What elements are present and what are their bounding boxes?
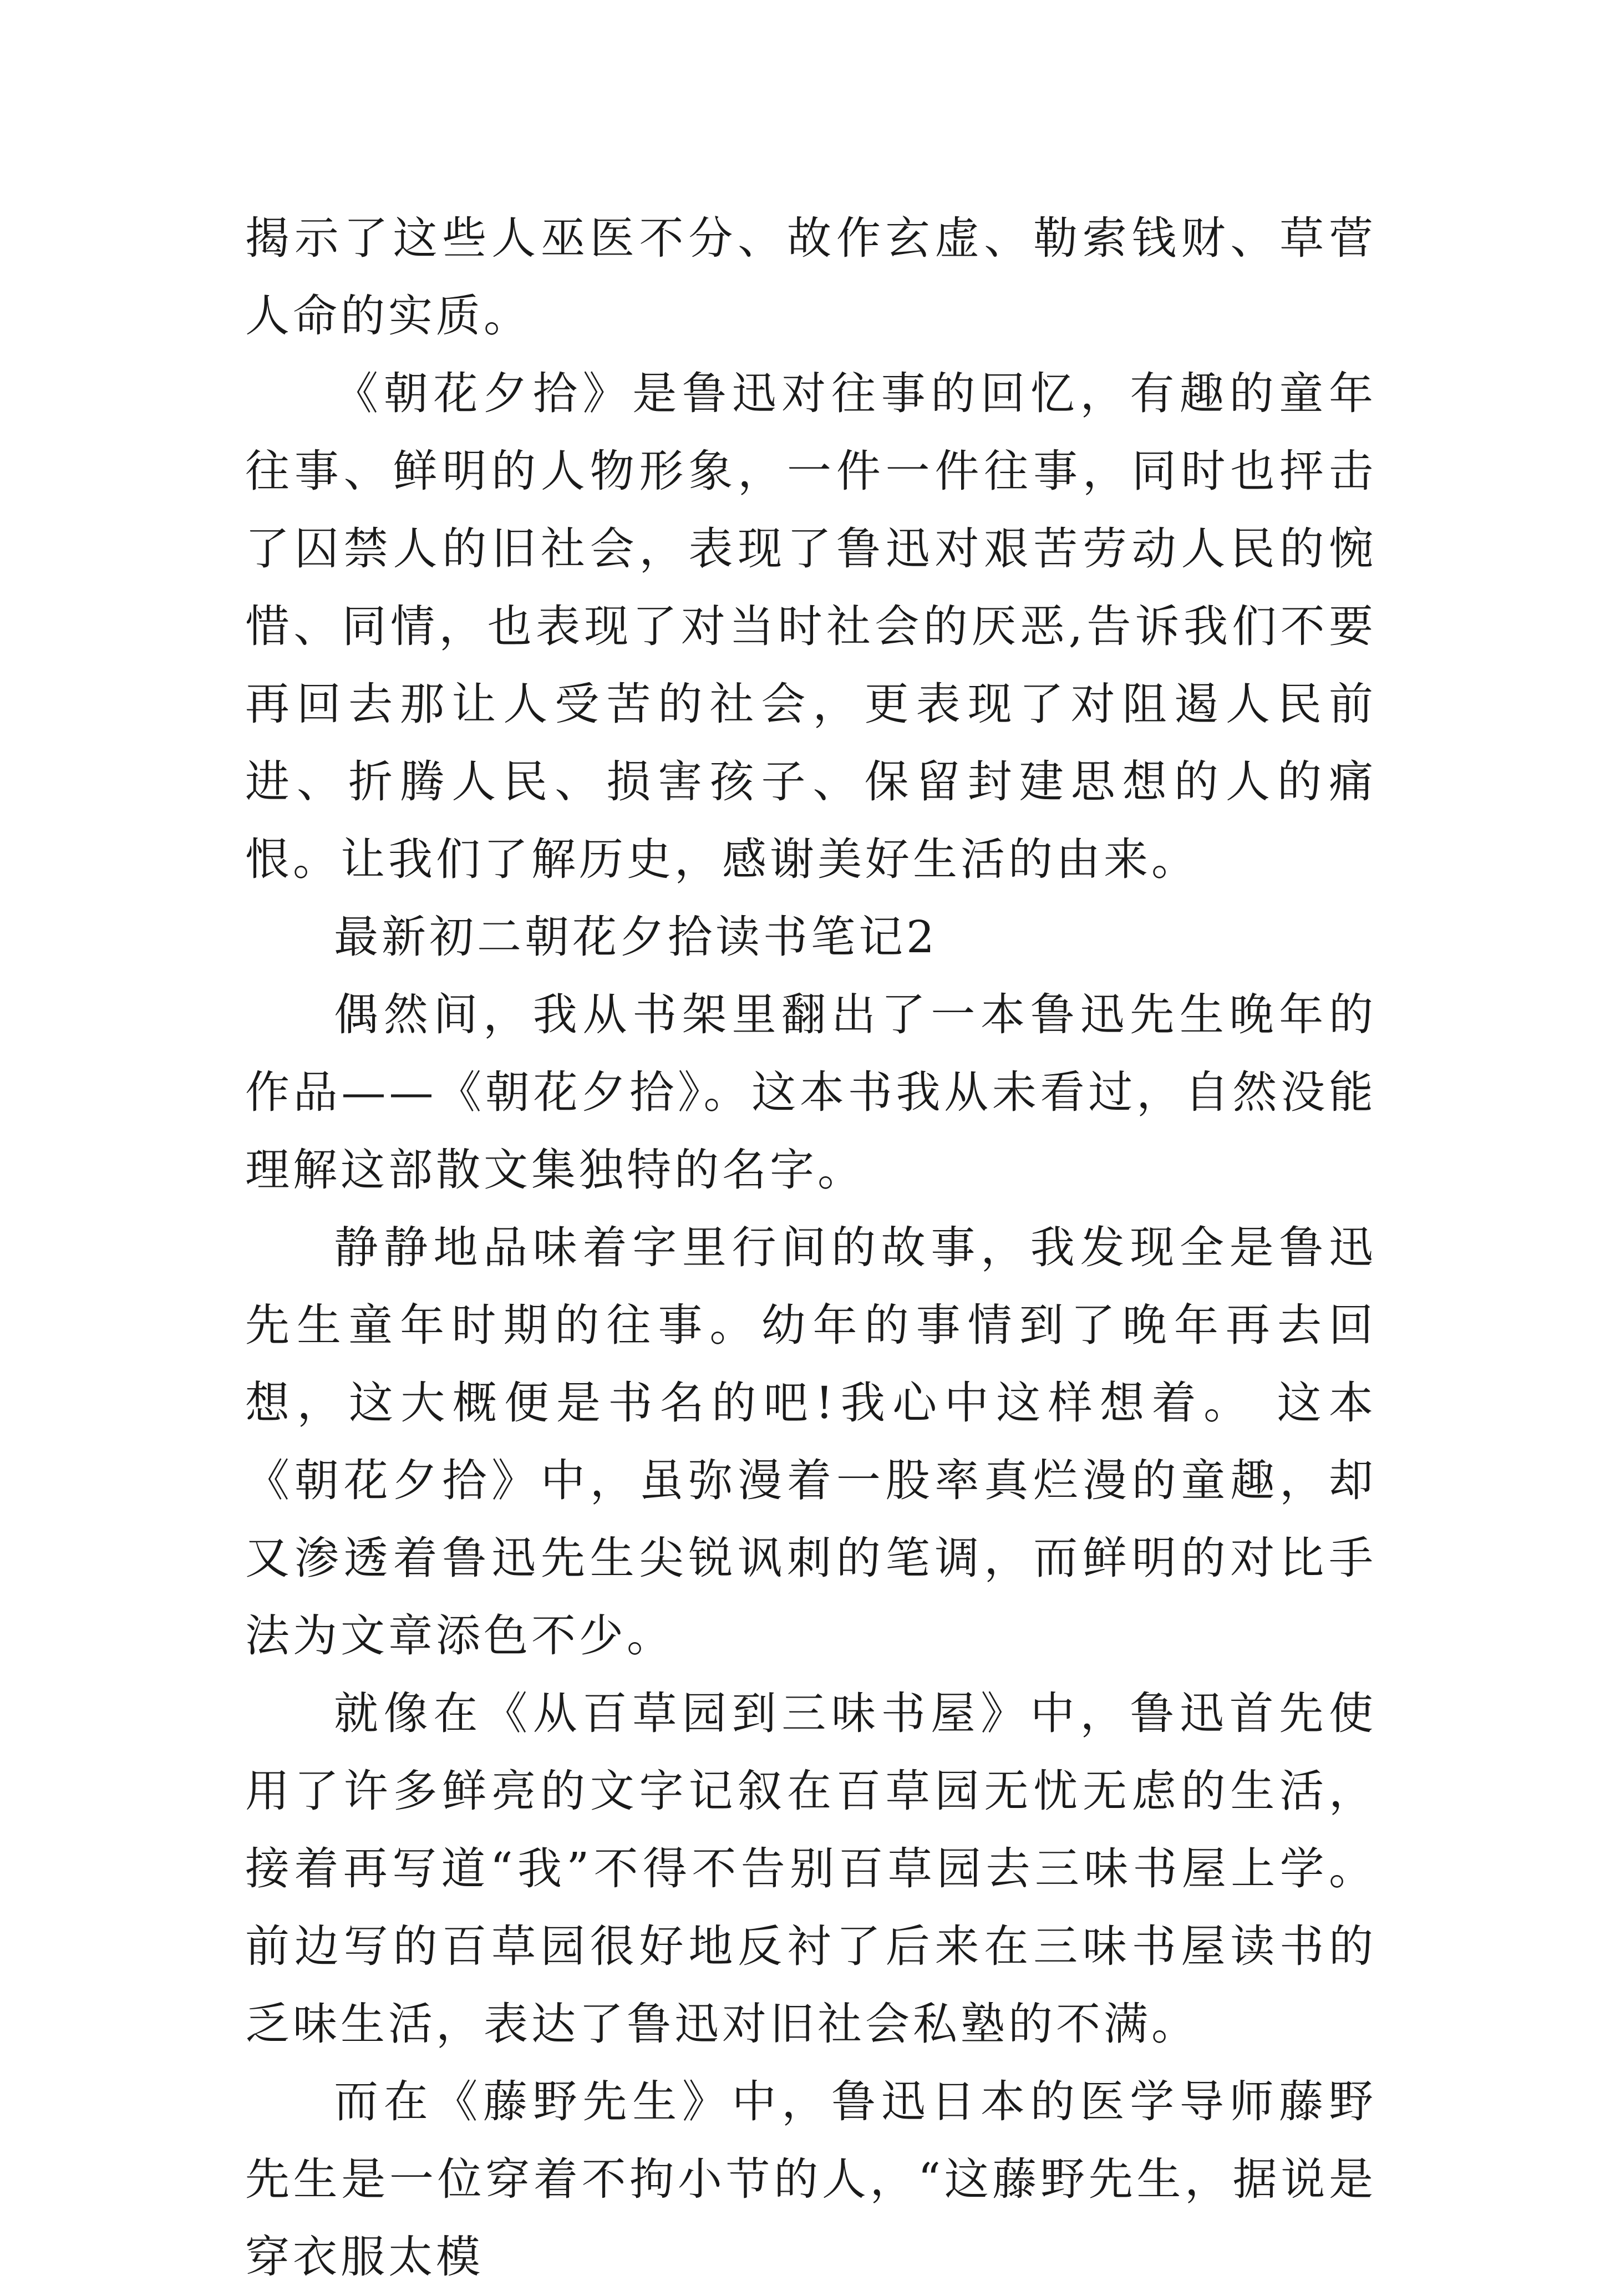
paragraph-6: 而在《藤野先生》中，鲁迅日本的医学导师藤野先生是一位穿着不拘小节的人，“这藤野先生，据说是穿衣服太模 bbox=[245, 2076, 1377, 2283]
section-heading: 最新初二朝花夕拾读书笔记2 bbox=[334, 911, 938, 963]
paragraph-4: 静静地品味着字里行间的故事，我发现全是鲁迅先生童年时期的往事。幼年的事情到了晚年再去回想，这大概便是书名的吧!我心中这样想着。 这本《朝花夕拾》中，虽弥漫着一股率真烂漫的童趣，却又渗透着鲁迅先生尖锐讽刺的笔调，而鲜明的对比手法为文章添色不少。 bbox=[245, 1222, 1377, 1662]
document-body bbox=[245, 200, 1377, 2296]
paragraph-1: 揭示了这些人巫医不分、故作玄虚、勒索钱财、草菅人命的实质。 bbox=[245, 212, 1377, 342]
paragraph-3: 偶然间，我从书架里翻出了一本鲁迅先生晚年的作品——《朝花夕拾》。这本书我从未看过，自然没能理解这部散文集独特的名字。 bbox=[245, 989, 1377, 1196]
paragraph-5: 就像在《从百草园到三味书屋》中，鲁迅首先使用了许多鲜亮的文字记叙在百草园无忧无虑的生活，接着再写道“我”不得不告别百草园去三味书屋上学。前边写的百草园很好地反衬了后来在三味书屋读书的乏味生活，表达了鲁迅对旧社会私塾的不满。 bbox=[245, 1688, 1377, 2050]
paragraph-2: 《朝花夕拾》是鲁迅对往事的回忆，有趣的童年往事、鲜明的人物形象，一件一件往事，同时也抨击了囚禁人的旧社会，表现了鲁迅对艰苦劳动人民的惋惜、同情，也表现了对当时社会的厌恶,告诉我们不要再回去那让人受苦的社会，更表现了对阻遏人民前进、折腾人民、损害孩子、保留封建思想的人的痛恨。让我们了解历史，感谢美好生活的由来。 bbox=[245, 368, 1377, 885]
